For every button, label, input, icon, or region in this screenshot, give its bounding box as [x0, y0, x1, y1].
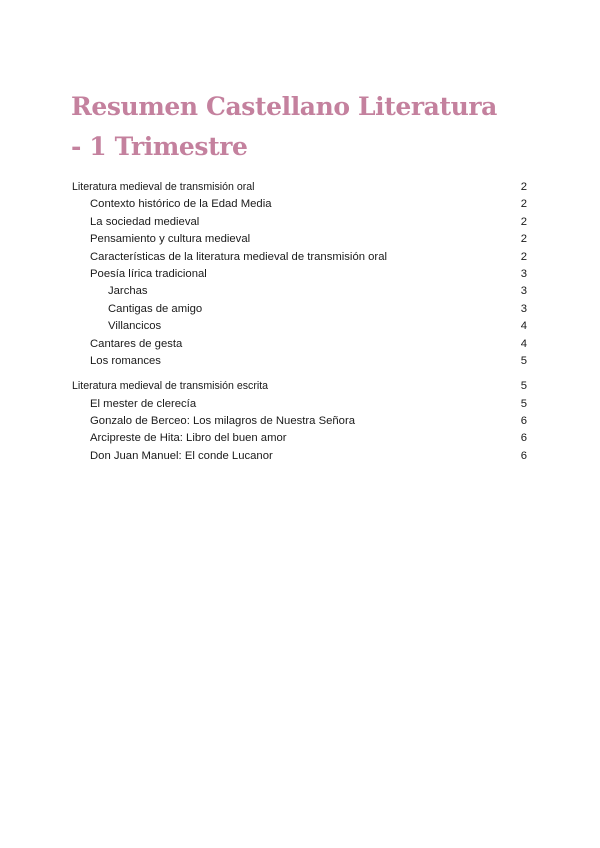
- toc-entry[interactable]: [72, 266, 527, 283]
- toc-section-escrita: [72, 378, 527, 465]
- toc-entry-page: 5: [520, 397, 527, 410]
- toc-entry-label: Jarchas: [108, 285, 148, 298]
- toc-entry-label: La sociedad medieval: [90, 215, 200, 228]
- toc-entry[interactable]: [72, 336, 527, 353]
- toc-entry-label: Arcipreste de Hita: Libro del buen amor: [90, 432, 287, 445]
- page-title-line-1: Resumen Castellano Literatura: [71, 91, 497, 121]
- toc-entry-page: 2: [520, 233, 527, 246]
- toc-entry-label: Literatura medieval de transmisión escrita: [72, 380, 269, 393]
- toc-entry[interactable]: [72, 430, 527, 447]
- toc-entry-label: Cantares de gesta: [90, 337, 183, 350]
- toc-entry-label: Poesía lírica tradicional: [90, 267, 207, 280]
- toc-entry-page: 6: [520, 449, 527, 462]
- toc-entry[interactable]: [72, 353, 527, 370]
- toc-entry-page: 2: [520, 181, 527, 193]
- toc-entry[interactable]: [72, 448, 527, 465]
- toc-entry-label: Los romances: [90, 354, 161, 367]
- toc-entry-label: Pensamiento y cultura medieval: [90, 233, 251, 246]
- toc-entry-page: 5: [520, 354, 527, 367]
- toc-entry[interactable]: [72, 378, 527, 395]
- toc-entry[interactable]: [72, 214, 527, 231]
- toc-entry[interactable]: [72, 231, 527, 248]
- page-title-line-2: - 1 Trimestre: [71, 131, 248, 161]
- toc-entry[interactable]: [72, 301, 527, 318]
- toc-entry-label: Cantigas de amigo: [108, 302, 203, 315]
- toc-entry-page: 3: [520, 267, 527, 280]
- toc-entry-page: 2: [520, 215, 527, 228]
- toc-entry-page: 4: [520, 320, 527, 333]
- toc-entry-label: Literatura medieval de transmisión oral: [72, 181, 255, 193]
- toc-entry-page: 3: [520, 302, 527, 315]
- toc-entry[interactable]: [72, 413, 527, 430]
- toc-entry[interactable]: [72, 318, 527, 335]
- page-title: [71, 87, 541, 167]
- toc-entry-page: 5: [520, 380, 527, 393]
- toc-entry[interactable]: [72, 196, 527, 213]
- toc-entry-page: 6: [520, 432, 527, 445]
- toc-entry-label: El mester de clerecía: [90, 397, 197, 410]
- toc-entry-label: Contexto histórico de la Edad Media: [90, 198, 272, 211]
- toc-entry[interactable]: [72, 249, 527, 266]
- toc-entry-page: 6: [520, 415, 527, 428]
- toc-entry[interactable]: [72, 283, 527, 300]
- toc-entry-page: 4: [520, 337, 527, 350]
- toc-entry-page: 2: [520, 198, 527, 211]
- toc-entry-page: 2: [520, 250, 527, 263]
- toc-entry-label: Villancicos: [108, 320, 162, 333]
- toc-entry[interactable]: [72, 179, 527, 196]
- toc-entry[interactable]: [72, 396, 527, 413]
- table-of-contents: [72, 179, 527, 473]
- toc-section-oral: [72, 179, 527, 370]
- toc-entry-label: Características de la literatura medieval de transmisión oral: [90, 250, 387, 263]
- toc-entry-label: Don Juan Manuel: El conde Lucanor: [90, 449, 273, 462]
- toc-entry-page: 3: [520, 285, 527, 298]
- toc-entry-label: Gonzalo de Berceo: Los milagros de Nuestra Señora: [90, 415, 355, 428]
